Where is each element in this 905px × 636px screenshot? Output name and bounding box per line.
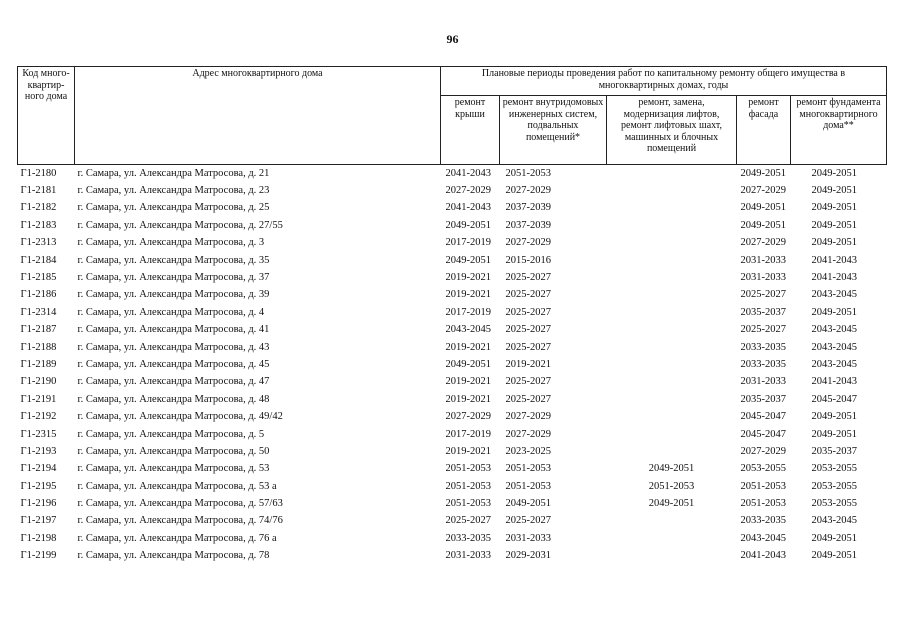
- cell-roof: 2019-2021: [445, 341, 491, 353]
- header-facade: ремонт фасада: [737, 96, 791, 165]
- cell-address: г. Самара, ул. Александра Матросова, д. 35: [77, 254, 270, 266]
- cell-address: г. Самара, ул. Александра Матросова, д. 78: [77, 550, 270, 562]
- cell-facade: 2041-2043: [740, 550, 786, 562]
- cell-foundation: 2045-2047: [811, 393, 857, 405]
- cell-elevators: [607, 443, 737, 460]
- header-elevators: ремонт, замена, модернизация лифтов, ремонт лифтовых шахт, машинных и блочных помещений: [607, 96, 737, 165]
- table-body: [18, 165, 887, 565]
- cell-foundation: 2053-2055: [811, 498, 857, 510]
- cell-code: Г1-2313: [20, 237, 57, 249]
- cell-code: Г1-2187: [20, 324, 57, 336]
- cell-foundation: 2041-2043: [811, 272, 857, 283]
- cell-elevators: [607, 548, 737, 565]
- cell-elevators: 2051-2053: [648, 480, 695, 492]
- table-row: [18, 304, 887, 321]
- cell-elevators: 2049-2051: [648, 498, 695, 510]
- header-roof: ремонт крыши: [441, 96, 500, 165]
- cell-code: Г1-2182: [20, 202, 57, 214]
- cell-foundation: 2043-2045: [811, 289, 857, 301]
- cell-facade: 2031-2033: [740, 254, 786, 266]
- cell-elevators: [607, 200, 737, 217]
- cell-code: Г1-2194: [20, 463, 57, 475]
- header-address: Адрес многоквартирного дома: [75, 67, 441, 165]
- cell-address: г. Самара, ул. Александра Матросова, д. 37: [77, 272, 270, 283]
- cell-foundation: 2049-2051: [811, 202, 857, 214]
- cell-address: г. Самара, ул. Александра Матросова, д. 23: [77, 185, 270, 197]
- cell-address: г. Самара, ул. Александра Матросова, д. 50: [77, 445, 270, 457]
- cell-foundation: 2049-2051: [811, 219, 857, 231]
- cell-facade: 2043-2045: [740, 532, 786, 544]
- table-row: [18, 235, 887, 252]
- cell-facade: 2035-2037: [740, 306, 786, 318]
- cell-facade: 2045-2047: [740, 411, 786, 423]
- table-row: [18, 391, 887, 408]
- cell-elevators: [607, 165, 737, 183]
- cell-roof: 2051-2053: [445, 498, 491, 510]
- table-row: [18, 339, 887, 356]
- cell-foundation: 2043-2045: [811, 515, 857, 527]
- cell-address: г. Самара, ул. Александра Матросова, д. 53: [77, 463, 270, 475]
- cell-code: Г1-2181: [20, 185, 57, 197]
- cell-roof: 2027-2029: [445, 411, 491, 423]
- cell-elevators: [607, 287, 737, 304]
- cell-engineering: 2025-2027: [505, 376, 551, 388]
- table-row: [18, 252, 887, 269]
- cell-foundation: 2043-2045: [811, 341, 857, 353]
- cell-address: г. Самара, ул. Александра Матросова, д. 4: [77, 306, 265, 318]
- cell-roof: 2019-2021: [445, 376, 491, 388]
- cell-foundation: 2049-2051: [811, 532, 857, 544]
- cell-facade: 2033-2035: [740, 341, 786, 353]
- cell-engineering: 2049-2051: [505, 498, 551, 510]
- table-row: [18, 200, 887, 217]
- cell-facade: 2045-2047: [740, 428, 786, 440]
- table-row: [18, 530, 887, 547]
- table-row: [18, 443, 887, 460]
- cell-address: г. Самара, ул. Александра Матросова, д. 76 а: [77, 532, 277, 544]
- cell-address: г. Самара, ул. Александра Матросова, д. 45: [77, 358, 270, 370]
- cell-elevators: [607, 339, 737, 356]
- cell-facade: 2053-2055: [740, 463, 786, 475]
- cell-engineering: 2025-2027: [505, 341, 551, 353]
- cell-address: г. Самара, ул. Александра Матросова, д. 39: [77, 289, 270, 301]
- table-row: [18, 495, 887, 512]
- table-row: [18, 461, 887, 478]
- cell-elevators: [607, 530, 737, 547]
- cell-foundation: 2049-2051: [811, 237, 857, 249]
- cell-facade: 2031-2033: [740, 272, 786, 283]
- cell-facade: 2031-2033: [740, 376, 786, 388]
- cell-address: г. Самара, ул. Александра Матросова, д. 57/63: [77, 498, 283, 510]
- table-row: [18, 287, 887, 304]
- cell-roof: 2019-2021: [445, 393, 491, 405]
- cell-elevators: [607, 408, 737, 425]
- table-row: [18, 322, 887, 339]
- cell-elevators: [607, 322, 737, 339]
- cell-foundation: 2049-2051: [811, 185, 857, 197]
- cell-address: г. Самара, ул. Александра Матросова, д. 47: [77, 376, 270, 388]
- cell-facade: 2027-2029: [740, 445, 786, 457]
- cell-code: Г1-2192: [20, 411, 57, 423]
- cell-engineering: 2031-2033: [505, 532, 551, 544]
- cell-roof: 2049-2051: [445, 254, 491, 266]
- cell-foundation: 2043-2045: [811, 324, 857, 336]
- cell-engineering: 2025-2027: [505, 324, 551, 336]
- cell-roof: 2049-2051: [445, 219, 491, 231]
- cell-address: г. Самара, ул. Александра Матросова, д. 3: [77, 237, 265, 249]
- table-row: [18, 513, 887, 530]
- cell-facade: 2049-2051: [740, 167, 786, 179]
- cell-roof: 2019-2021: [445, 445, 491, 457]
- table-row: [18, 165, 887, 183]
- table-row: [18, 408, 887, 425]
- cell-elevators: [607, 426, 737, 443]
- cell-facade: 2033-2035: [740, 515, 786, 527]
- table-header: [18, 67, 887, 165]
- cell-code: Г1-2184: [20, 254, 57, 266]
- cell-address: г. Самара, ул. Александра Матросова, д. 27/55: [77, 219, 283, 231]
- cell-code: Г1-2183: [20, 219, 57, 231]
- cell-code: Г1-2186: [20, 289, 57, 301]
- cell-code: Г1-2195: [20, 480, 57, 492]
- cell-engineering: 2025-2027: [505, 515, 551, 527]
- header-engineering: ремонт внутридомовых инженерных систем, подвальных помещений*: [500, 96, 607, 165]
- cell-address: г. Самара, ул. Александра Матросова, д. 74/76: [77, 515, 283, 527]
- cell-code: Г1-2314: [20, 306, 57, 318]
- cell-engineering: 2025-2027: [505, 393, 551, 405]
- table-row: [18, 426, 887, 443]
- cell-address: г. Самара, ул. Александра Матросова, д. 48: [77, 393, 270, 405]
- cell-facade: 2027-2029: [740, 237, 786, 249]
- cell-code: Г1-2196: [20, 498, 57, 510]
- header-code: Код много-квартир-ного дома: [18, 67, 75, 165]
- cell-foundation: 2049-2051: [811, 428, 857, 440]
- repair-schedule-table: [17, 66, 887, 565]
- cell-elevators: 2049-2051: [648, 463, 695, 475]
- cell-code: Г1-2197: [20, 515, 57, 527]
- cell-facade: 2051-2053: [740, 480, 786, 492]
- cell-facade: 2025-2027: [740, 289, 786, 301]
- cell-roof: 2041-2043: [445, 202, 491, 214]
- table-row: [18, 374, 887, 391]
- cell-roof: 2051-2053: [445, 480, 491, 492]
- cell-code: Г1-2199: [20, 550, 57, 562]
- cell-foundation: 2035-2037: [811, 445, 857, 457]
- cell-code: Г1-2191: [20, 393, 57, 405]
- cell-address: г. Самара, ул. Александра Матросова, д. 49/42: [77, 411, 283, 423]
- cell-code: Г1-2185: [20, 272, 57, 283]
- cell-elevators: [607, 374, 737, 391]
- cell-address: г. Самара, ул. Александра Матросова, д. 43: [77, 341, 270, 353]
- cell-facade: 2033-2035: [740, 358, 786, 370]
- cell-engineering: 2051-2053: [505, 480, 551, 492]
- table-row: [18, 217, 887, 234]
- cell-elevators: [607, 391, 737, 408]
- cell-roof: 2027-2029: [445, 185, 491, 197]
- cell-code: Г1-2315: [20, 428, 57, 440]
- cell-facade: 2049-2051: [740, 219, 786, 231]
- cell-engineering: 2023-2025: [505, 445, 551, 457]
- cell-foundation: 2043-2045: [811, 358, 857, 370]
- cell-address: г. Самара, ул. Александра Матросова, д. 21: [77, 167, 270, 179]
- cell-address: г. Самара, ул. Александра Матросова, д. 41: [77, 324, 270, 336]
- cell-code: Г1-2189: [20, 358, 57, 370]
- cell-roof: 2033-2035: [445, 532, 491, 544]
- cell-engineering: 2025-2027: [505, 272, 551, 283]
- cell-code: Г1-2180: [20, 167, 57, 179]
- cell-roof: 2043-2045: [445, 324, 491, 336]
- cell-elevators: [607, 252, 737, 269]
- cell-engineering: 2051-2053: [505, 167, 551, 179]
- cell-elevators: [607, 356, 737, 373]
- header-periods-group: Плановые периоды проведения работ по капитальному ремонту общего имущества в многоквартирных домах, годы: [441, 67, 887, 96]
- cell-engineering: 2027-2029: [505, 185, 551, 197]
- table-row: [18, 548, 887, 565]
- cell-foundation: 2053-2055: [811, 480, 857, 492]
- cell-facade: 2049-2051: [740, 202, 786, 214]
- header-foundation: ремонт фундамента многоквартирного дома**: [791, 96, 887, 165]
- table-row: [18, 478, 887, 495]
- cell-foundation: 2041-2043: [811, 254, 857, 266]
- cell-facade: 2025-2027: [740, 324, 786, 336]
- cell-elevators: [607, 304, 737, 321]
- cell-code: Г1-2193: [20, 445, 57, 457]
- cell-engineering: 2037-2039: [505, 219, 551, 231]
- cell-foundation: 2049-2051: [811, 306, 857, 318]
- cell-engineering: 2025-2027: [505, 306, 551, 318]
- cell-code: Г1-2198: [20, 532, 57, 544]
- cell-address: г. Самара, ул. Александра Матросова, д. 53 а: [77, 480, 277, 492]
- cell-roof: 2019-2021: [445, 272, 491, 283]
- cell-foundation: 2049-2051: [811, 167, 857, 179]
- cell-foundation: 2053-2055: [811, 463, 857, 475]
- cell-engineering: 2027-2029: [505, 411, 551, 423]
- cell-engineering: 2029-2031: [505, 550, 551, 562]
- table-row: [18, 356, 887, 373]
- cell-elevators: [607, 513, 737, 530]
- page-number: 96: [446, 32, 459, 46]
- cell-roof: 2019-2021: [445, 289, 491, 301]
- cell-foundation: 2049-2051: [811, 411, 857, 423]
- cell-engineering: 2037-2039: [505, 202, 551, 214]
- cell-foundation: 2041-2043: [811, 376, 857, 388]
- cell-roof: 2017-2019: [445, 306, 491, 318]
- cell-roof: 2049-2051: [445, 358, 491, 370]
- cell-elevators: [607, 235, 737, 252]
- cell-address: г. Самара, ул. Александра Матросова, д. 5: [77, 428, 265, 440]
- cell-code: Г1-2190: [20, 376, 57, 388]
- cell-facade: 2035-2037: [740, 393, 786, 405]
- cell-facade: 2027-2029: [740, 185, 786, 197]
- cell-engineering: 2027-2029: [505, 428, 551, 440]
- cell-roof: 2051-2053: [445, 463, 491, 475]
- cell-elevators: [607, 217, 737, 234]
- table-row: [18, 182, 887, 199]
- cell-facade: 2051-2053: [740, 498, 786, 510]
- cell-engineering: 2027-2029: [505, 237, 551, 249]
- cell-engineering: 2015-2016: [505, 254, 551, 266]
- cell-roof: 2041-2043: [445, 167, 491, 179]
- cell-code: Г1-2188: [20, 341, 57, 353]
- cell-foundation: 2049-2051: [811, 550, 857, 562]
- cell-roof: 2017-2019: [445, 428, 491, 440]
- cell-roof: 2025-2027: [445, 515, 491, 527]
- cell-elevators: [607, 182, 737, 199]
- cell-engineering: 2051-2053: [505, 463, 551, 475]
- cell-elevators: [607, 269, 737, 286]
- cell-engineering: 2025-2027: [505, 289, 551, 301]
- table-row: [18, 269, 887, 286]
- cell-address: г. Самара, ул. Александра Матросова, д. 25: [77, 202, 270, 214]
- cell-roof: 2031-2033: [445, 550, 491, 562]
- cell-engineering: 2019-2021: [505, 358, 551, 370]
- cell-roof: 2017-2019: [445, 237, 491, 249]
